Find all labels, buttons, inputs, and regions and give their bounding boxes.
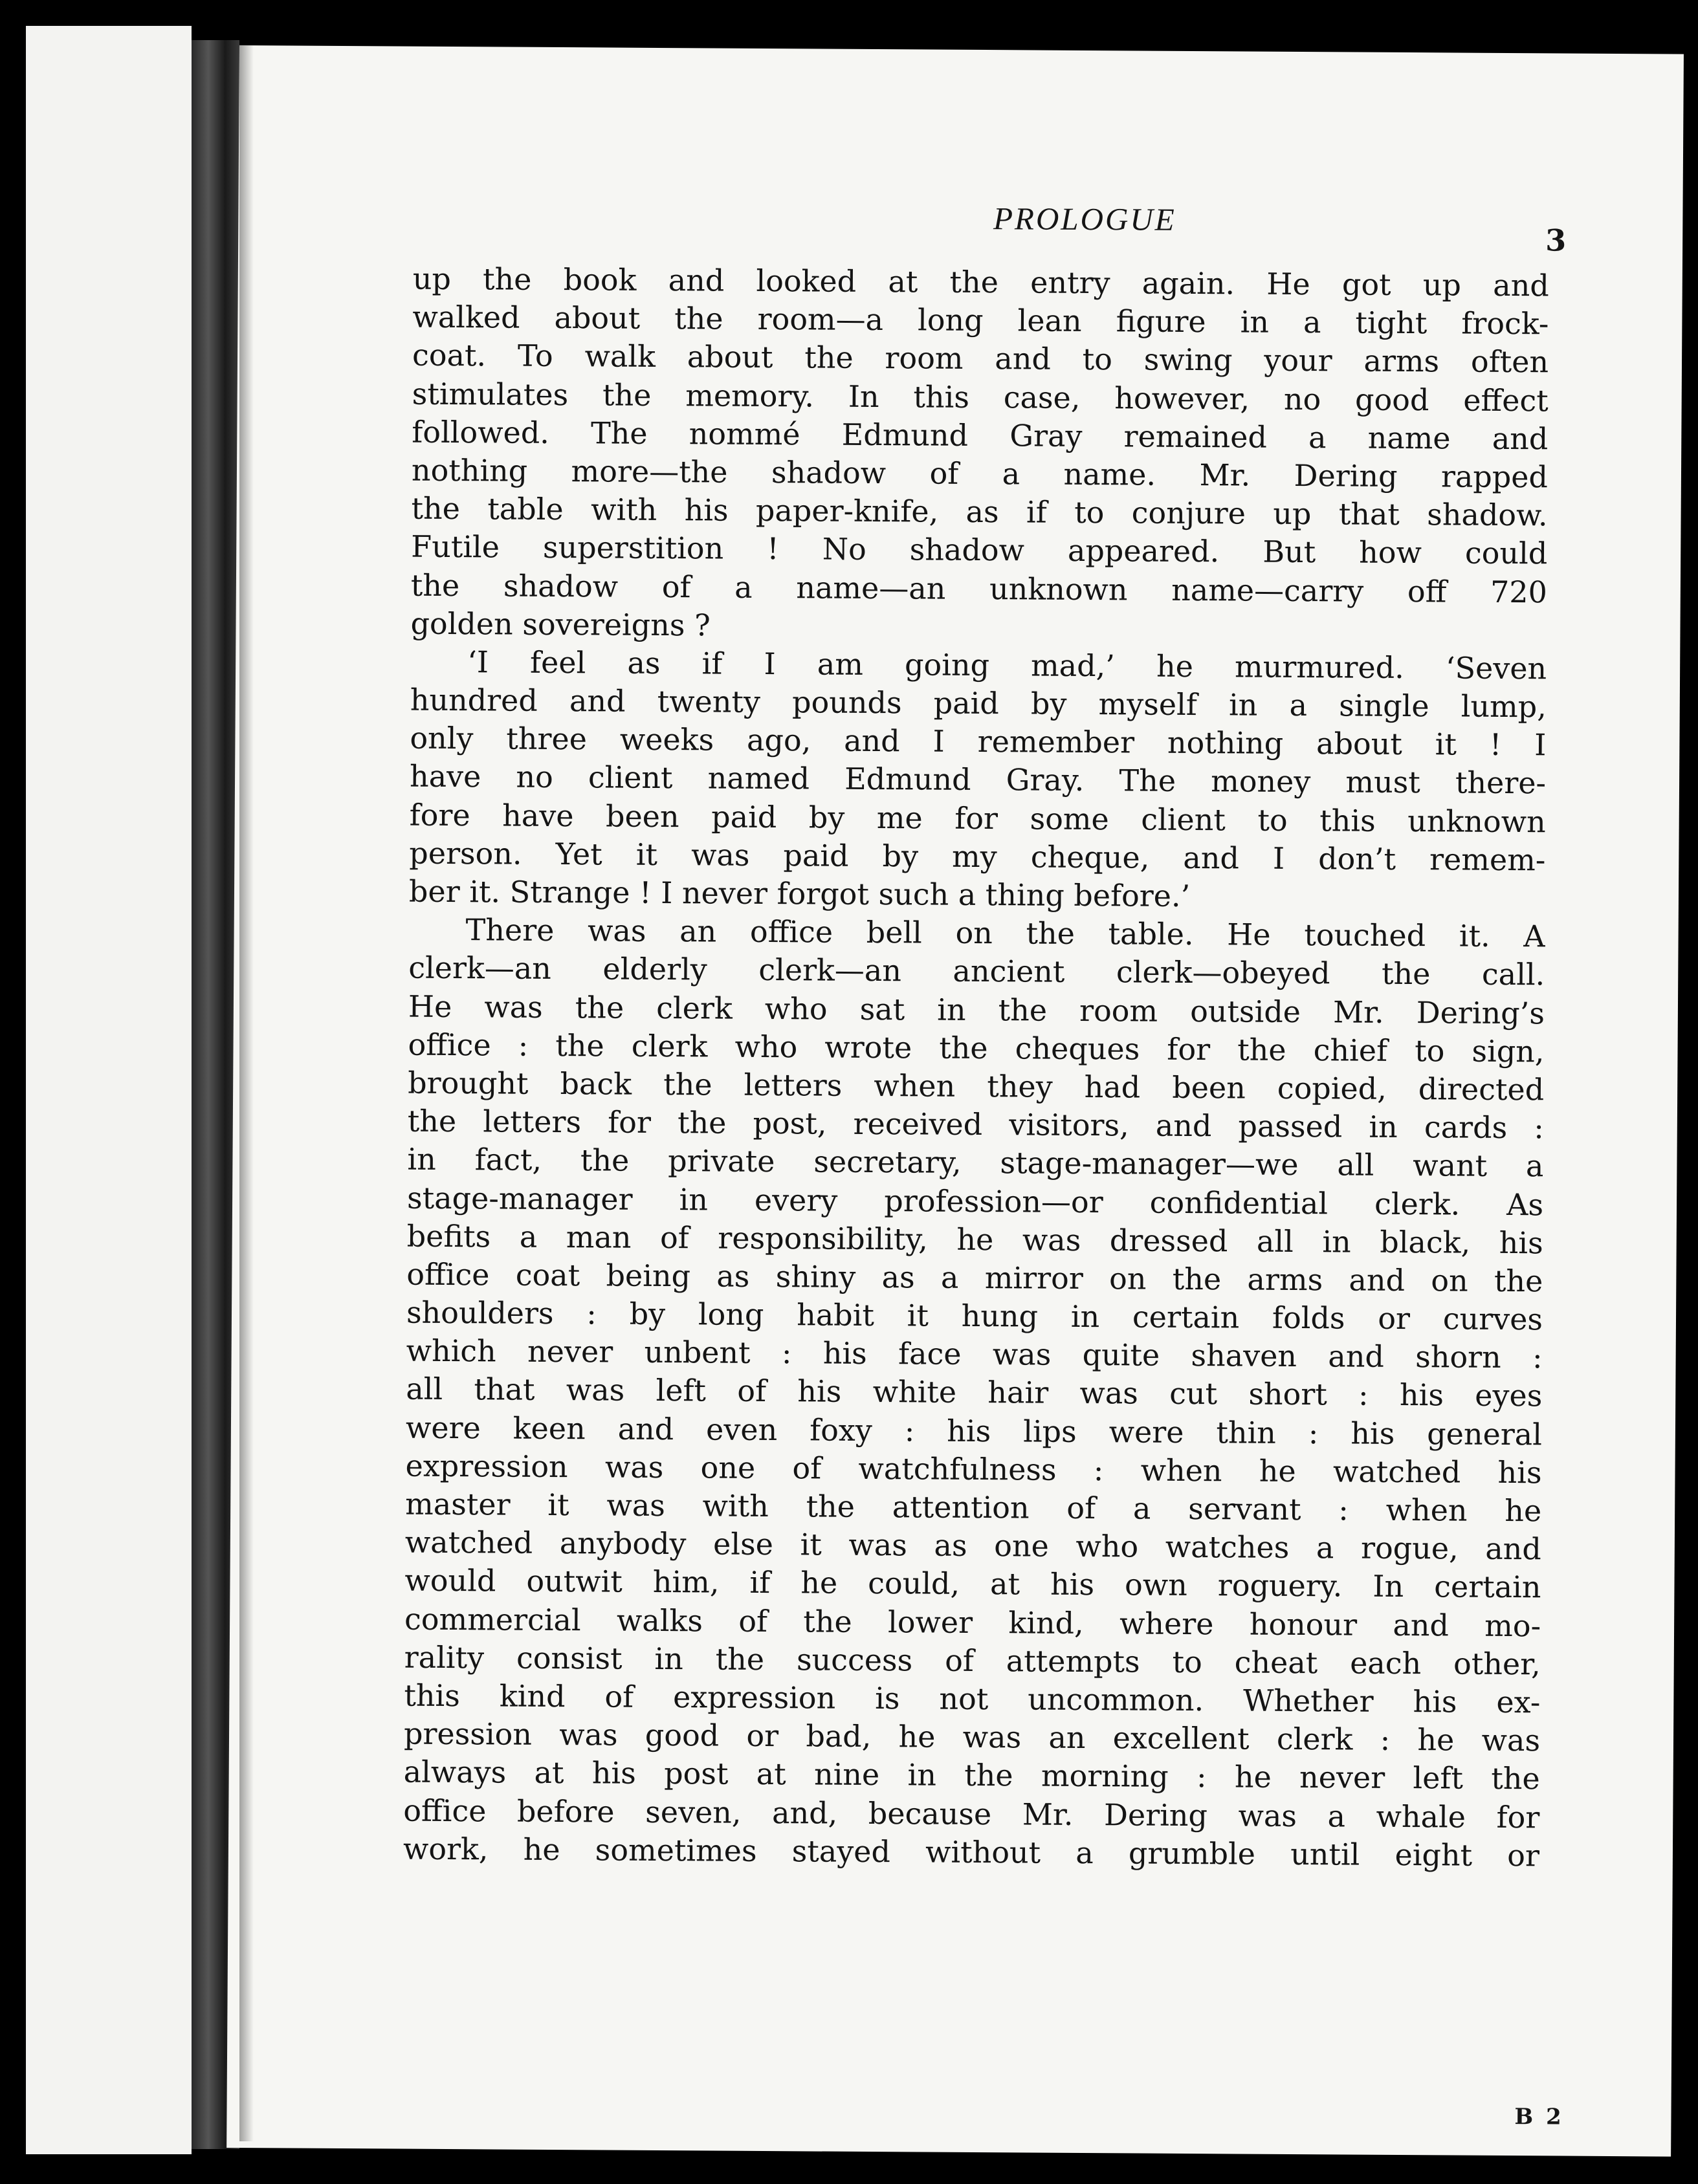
text-line: always at his post at nine in the morning : he never left the — [403, 1754, 1540, 1796]
text-line: pression was good or bad, he was an excellent clerk : he was — [403, 1716, 1541, 1758]
text-line: commercial walks of the lower kind, where honour and mo- — [404, 1601, 1541, 1643]
text-line: rality consist in the success of attempts to cheat each other, — [404, 1639, 1541, 1682]
signature-mark: B 2 — [1514, 2104, 1564, 2130]
text-line: the letters for the post, received visitors, and passed in cards : — [407, 1103, 1544, 1146]
text-line: followed. The nommé Edmund Gray remained a name and — [412, 414, 1549, 457]
text-line: master it was with the attention of a servant : when he — [405, 1486, 1542, 1529]
text-line: Futile superstition ! No shadow appeared. But how could — [411, 529, 1548, 571]
text-line: the table with his paper-knife, as if to conjure up that shadow. — [411, 490, 1548, 533]
text-line: nothing more—the shadow of a name. Mr. Dering rapped — [411, 452, 1549, 495]
text-line: office coat being as shiny as a mirror on the arms and on the — [406, 1256, 1543, 1299]
text-line: clerk—an elderly clerk—an ancient clerk—obeyed the call. — [408, 950, 1545, 992]
text-line: this kind of expression is not uncommon. Whether his ex- — [404, 1677, 1541, 1720]
text-line: person. Yet it was paid by my cheque, and I don’t remem- — [409, 835, 1546, 878]
text-line: fore have been paid by me for some client to this unknown — [409, 797, 1546, 839]
page-number: 3 — [1545, 223, 1567, 258]
text-line: hundred and twenty pounds paid by myself in a single lump, — [410, 682, 1547, 725]
text-line: stage-manager in every profession—or confidential clerk. As — [406, 1180, 1544, 1222]
text-line: in fact, the private secretary, stage-manager—we all want a — [407, 1141, 1544, 1184]
text-line: ber it. Strange ! I never forgot such a thing before.’ — [408, 873, 1191, 913]
text-line: befits a man of responsibility, he was dressed all in black, his — [406, 1218, 1543, 1261]
text-line: were keen and even foxy : his lips were thin : his general — [405, 1410, 1543, 1452]
text-line: which never unbent : his face was quite shaven and shorn : — [406, 1333, 1543, 1375]
text-line: He was the clerk who sat in the room outside Mr. Dering’s — [408, 988, 1545, 1031]
text-line: the shadow of a name—an unknown name—carry off 720 — [410, 567, 1548, 609]
text-line: stimulates the memory. In this case, however, no good effect — [412, 376, 1549, 418]
text-line: only three weeks ago, and I remember nothing about it ! I — [410, 720, 1547, 763]
running-head: PROLOGUE — [993, 201, 1176, 237]
text-line: up the book and looked at the entry again. He got up and — [412, 261, 1549, 303]
text-line: would outwit him, if he could, at his own roguery. In certain — [404, 1562, 1541, 1605]
left-page-edge — [26, 26, 192, 2154]
text-line: have no client named Edmund Gray. The money must there- — [409, 759, 1547, 801]
text-line: office before seven, and, because Mr. Dering was a whale for — [403, 1793, 1540, 1835]
text-line: shoulders : by long habit it hung in certain folds or curves — [406, 1294, 1543, 1337]
text-line: watched anybody else it was as one who watches a rogue, and — [404, 1524, 1542, 1567]
text-line: golden sovereigns ? — [410, 606, 711, 643]
text-line: There was an office bell on the table. He touched it. A — [465, 912, 1545, 954]
text-line: ‘I feel as if I am going mad,’ he murmured. ‘Seven — [467, 644, 1547, 686]
text-line: walked about the room—a long lean figure in a tight frock- — [412, 299, 1549, 342]
text-line: work, he sometimes stayed without a grumble until eight or — [402, 1831, 1540, 1873]
text-line: all that was left of his white hair was cut short : his eyes — [406, 1371, 1543, 1414]
text-line: expression was one of watchfulness : when he watched his — [405, 1448, 1542, 1491]
text-line: brought back the letters when they had been copied, directed — [408, 1065, 1545, 1108]
body-text — [403, 260, 1549, 1875]
gutter-shadow — [239, 45, 254, 2141]
text-line: coat. To walk about the room and to swing your arms often — [412, 338, 1549, 380]
right-page — [226, 45, 1684, 2157]
text-line: office : the clerk who wrote the cheques for the chief to sign, — [408, 1027, 1545, 1069]
